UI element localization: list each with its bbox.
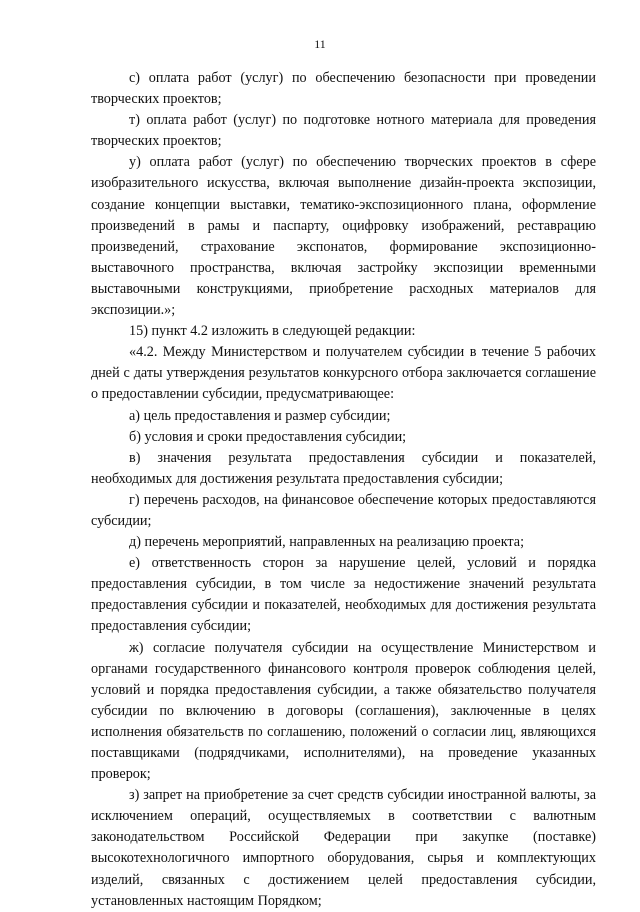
paragraph-d: д) перечень мероприятий, направленных на реализацию проекта;: [129, 534, 525, 551]
paragraph-v: в) значения результата предоставления субсидии и показателей, необходимых для достижения результата предоставления субсидии;: [91, 449, 596, 487]
paragraph-g: г) перечень расходов, на финансовое обеспечение которых предоставляются субсидии;: [91, 491, 596, 529]
paragraph-t: т) оплата работ (услуг) по подготовке нотного материала для проведения творческих проектов;: [91, 112, 596, 150]
paragraph-e: е) ответственность сторон за нарушение целей, условий и порядка предоставления субсидии, в том числе за недостижение значений результата предоставления субсидии и показателей, необходимых для достижения результата предоставления субсидии;: [91, 555, 596, 635]
page-number: 11: [314, 37, 326, 51]
paragraph-b: б) условия и сроки предоставления субсидии;: [129, 428, 407, 445]
paragraph-zh: ж) согласие получателя субсидии на осуществление Министерством и органами государственного финансового контроля проверок соблюдения целей, условий и порядка предоставления субсидии, а также обязательство получателя субсидии по включению в договоры (соглашения), заключенные в целях исполнения обязательств по соглашению, положений о согласии лиц, являющихся поставщиками (подрядчиками, исполнителями), на проведение указанных проверок;: [91, 639, 596, 783]
paragraph-u: у) оплата работ (услуг) по обеспечению творческих проектов в сфере изобразительного искусства, включая выполнение дизайн-проекта экспозиции, создание концепции выставки, тематико-экспозиционного плана, оформление произведений в рамы и паспарту, оцифровку изображений, реставрацию произведений, страхование экспонатов, формирование экспозиционно-выставочного пространства, включая застройку экспозиции временными выставочными конструкциями, приобретение расходных материалов для экспозиции.»;: [91, 154, 596, 319]
paragraph-a: а) цель предоставления и размер субсидии;: [129, 407, 391, 424]
paragraph-z: з) запрет на приобретение за счет средств субсидии иностранной валюты, за исключением операций, осуществляемых в соответствии с валютным законодательством Российской Федерации при закупке (поставке) высокотехнологичного импортного оборудования, сырья и комплектующих изделий, связанных с достижением целей предоставления субсидии, установленных настоящим Порядком;: [91, 787, 596, 909]
document-body: [91, 68, 596, 912]
paragraph-s: с) оплата работ (услуг) по обеспечению безопасности при проведении творческих проектов;: [91, 70, 596, 108]
paragraph-item-15: 15) пункт 4.2 изложить в следующей редакции:: [129, 323, 416, 340]
paragraph-4-2: «4.2. Между Министерством и получателем субсидии в течение 5 рабочих дней с даты утверждения результатов конкурсного отбора заключается соглашение о предоставлении субсидии, предусматривающее:: [91, 344, 596, 403]
